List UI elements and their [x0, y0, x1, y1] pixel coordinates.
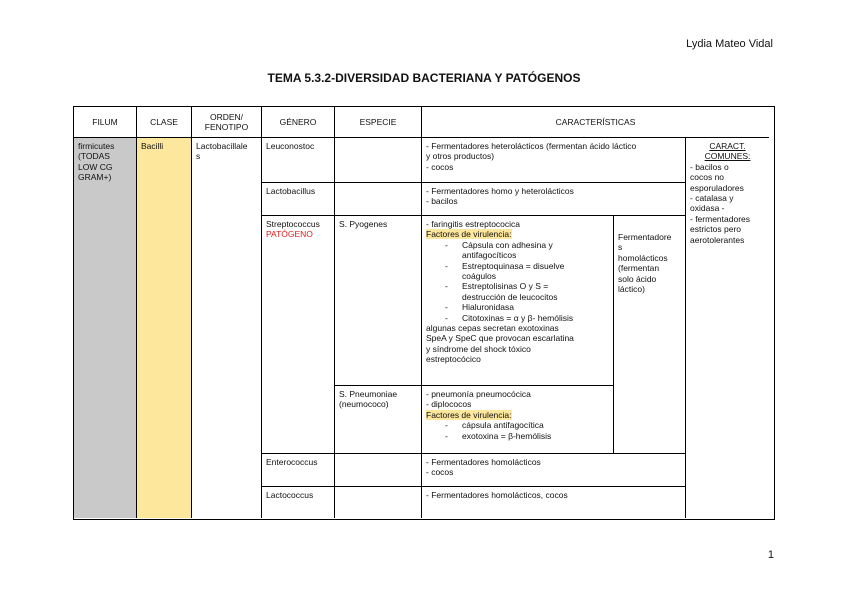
characteristics-lactococcus: - Fermentadores homolácticos, cocos [422, 487, 686, 518]
virulence-factors-label: Factores de virulencia: [426, 229, 512, 240]
species-lactobacillus [335, 183, 422, 216]
list-item: - Cápsula con adhesina y antifagocíticos [462, 240, 609, 261]
common-characteristics: CARACT. COMUNES: - bacilos o cocos no esporuladores - catalasa y oxidasa - - fermentadores estrictos pero aerotolerantes [690, 141, 751, 245]
filum-cell: firmicutes (TODAS LOW CG GRAM+) [74, 138, 137, 518]
genus-enterococcus: Enterococcus [262, 454, 335, 487]
virulence-factor-list [426, 420, 609, 441]
list-item: - Estreptoquinasa = disuelve coágulos [462, 261, 609, 282]
species-s-pneumoniae: S. Pneumoniae (neumococo) [335, 386, 422, 454]
list-item: - cápsula antifagocítica [462, 420, 609, 430]
streptococcus-fermentation: Fermentadore s homolácticos (fermentan solo ácido láctico) [614, 216, 686, 454]
list-item: - Estreptolisinas O y S = destrucción de leucocitos [462, 281, 609, 302]
header-genero: GÉNERO [262, 107, 335, 138]
genus-lactococcus: Lactococcus [262, 487, 335, 518]
header-orden: ORDEN/ FENOTIPO [192, 107, 262, 138]
species-s-pyogenes: S. Pyogenes [335, 216, 422, 386]
genus-lactobacillus: Lactobacillus [262, 183, 335, 216]
orden-cell: Lactobacillale s [192, 138, 262, 518]
pathogen-label: PATÓGENO [266, 229, 313, 240]
species-lactococcus [335, 487, 422, 518]
characteristics-lactobacillus: - Fermentadores homo y heterolácticos - bacilos [422, 183, 686, 216]
author-name: Lydia Mateo Vidal [686, 38, 773, 50]
list-item: - Hialuronidasa [462, 302, 609, 312]
header-caracteristicas: CARACTERÍSTICAS [422, 107, 769, 138]
clase-cell: Bacilli [137, 138, 192, 518]
characteristics-s-pyogenes: - faringitis estreptococica Factores de virulencia: - Cápsula con adhesina y antifagocíticos - Estreptoquinasa = disuelve coágulos - Estreptolisinas O y S = destrucción de leucocitos - Hialuronidasa - Citotoxinas = α y β- hemólisis algunas cepas secretan exotoxinas SpeA y SpeC que provocan escarlatina y síndrome del shock tóxico estreptocócico [422, 216, 614, 386]
page-number: 1 [767, 549, 774, 561]
classification-table [73, 106, 775, 520]
virulence-factors-label: Factores de virulencia: [426, 409, 512, 420]
list-item: - Citotoxinas = α y β- hemólisis [462, 313, 609, 323]
characteristics-s-pneumoniae: - pneumonía pneumocócica - diplococos Factores de virulencia: - cápsula antifagocítica - exotoxina = β-hemólisis [422, 386, 614, 454]
genus-leuconostoc: Leuconostoc [262, 138, 335, 183]
header-filum: FILUM [74, 107, 137, 138]
genus-streptococcus: Streptococcus PATÓGENO [262, 216, 335, 454]
list-item: - exotoxina = β-hemólisis [462, 431, 609, 441]
species-enterococcus [335, 454, 422, 487]
document-title: TEMA 5.3.2-DIVERSIDAD BACTERIANA Y PATÓGENOS [267, 71, 581, 85]
characteristics-enterococcus: - Fermentadores homolácticos - cocos [422, 454, 686, 487]
header-clase: CLASE [137, 107, 192, 138]
species-leuconostoc [335, 138, 422, 183]
characteristics-leuconostoc: - Fermentadores heterolácticos (fermentan ácido láctico y otros productos) - cocos [422, 138, 686, 183]
header-especie: ESPECIE [335, 107, 422, 138]
virulence-factor-list [426, 240, 609, 323]
